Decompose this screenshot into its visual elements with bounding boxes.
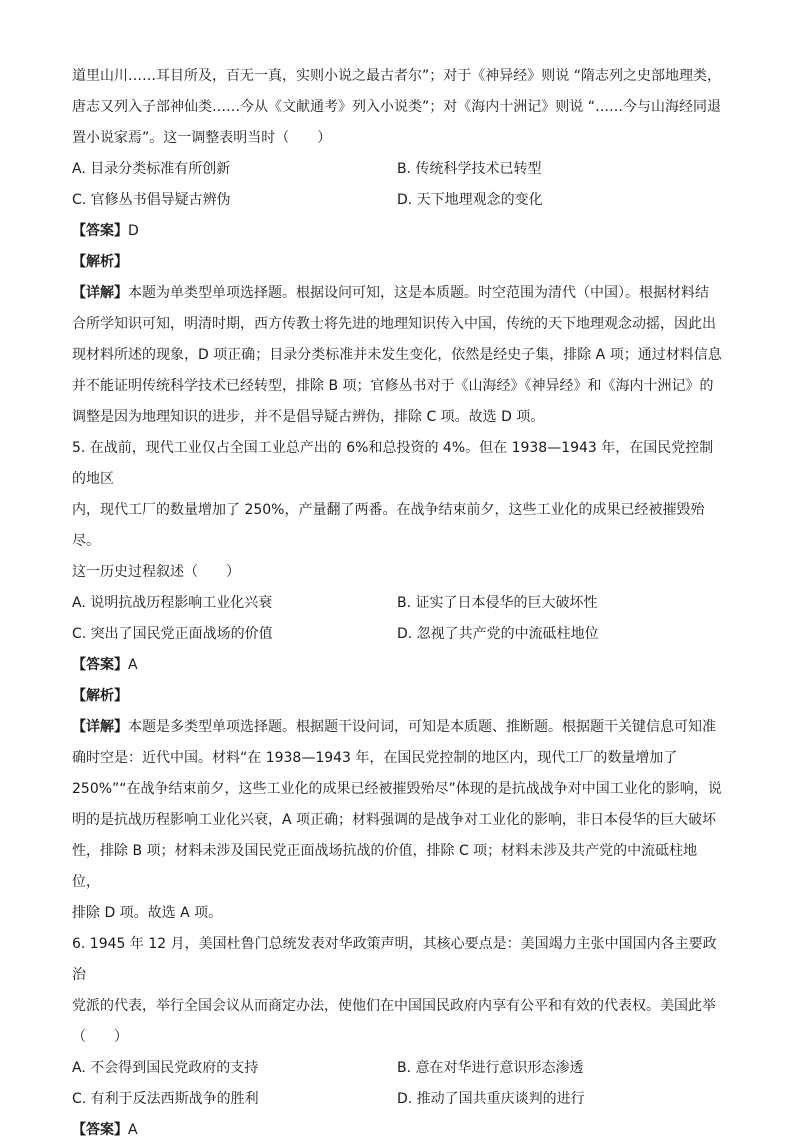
q5-options-row — [72, 619, 722, 650]
question-6 — [72, 929, 722, 1146]
analysis-label: 【解析】 — [72, 254, 128, 270]
answer-value: A — [128, 657, 138, 673]
answer-label: 【答案】 — [72, 223, 128, 239]
q6-option-a: A. 不会得到国民党政府的支持 — [72, 1060, 259, 1076]
q6-stem-line: 党派的代表，举行全国会议从而商定办法，使他们在中国国民政府内享有公平和有效的代表权。美国此举 — [72, 998, 716, 1014]
q6-stem-line: （ ） — [72, 1029, 128, 1045]
q5-stem-line: 这一历史过程叙述（ ） — [72, 564, 240, 580]
q4-stem-line: 道里山川……耳目所及，百无一真，实则小说之最古者尔”；对于《神异经》则说 “隋志列之史部地理类， — [72, 68, 721, 84]
q4-detail-line: 现材料所述的现象，D 项正确；目录分类标准并未发生变化，依然是经史子集，排除 A 项；通过材料信息 — [72, 347, 722, 363]
q4-option-a: A. 目录分类标准有所创新 — [72, 161, 231, 177]
analysis-label: 【解析】 — [72, 688, 128, 704]
q5-option-a: A. 说明抗战历程影响工业化兴衰 — [72, 595, 273, 611]
q5-stem-line: 5. 在战前，现代工业仅占全国工业总产出的 6%和总投资的 4%。但在 1938—1943 年，在国民党控制的地区 — [72, 440, 714, 487]
q6-answer — [72, 1115, 722, 1146]
q6-option-c: C. 有利于反法西斯战争的胜利 — [72, 1091, 259, 1107]
q4-answer — [72, 216, 722, 247]
answer-value: D — [128, 223, 139, 239]
detail-label: 【详解】 — [72, 719, 128, 735]
q4-option-d: D. 天下地理观念的变化 — [397, 192, 543, 208]
q5-detail-line: 性，排除 B 项；材料未涉及国民党正面战场抗战的价值，排除 C 项；材料未涉及共产党的中流砥柱地位， — [72, 843, 698, 890]
detail-label: 【详解】 — [72, 285, 128, 301]
answer-label: 【答案】 — [72, 657, 128, 673]
q5-option-c: C. 突出了国民党正面战场的价值 — [72, 626, 273, 642]
q5-detail-line: 确时空是：近代中国。材料“在 1938—1943 年，在国民党控制的地区内，现代工厂的数量增加了 — [72, 750, 678, 766]
answer-label: 【答案】 — [72, 1122, 128, 1138]
question-4 — [72, 61, 722, 433]
q4-detail-line: 合所学知识可知，明清时期，西方传教士将先进的地理知识传入中国，传统的天下地理观念动摇，因此出 — [72, 316, 716, 332]
q4-detail-line: 调整是因为地理知识的进步，并不是倡导疑古辨伪，排除 C 项。故选 D 项。 — [72, 409, 545, 425]
q5-answer — [72, 650, 722, 681]
q4-detail — [72, 278, 722, 309]
question-5 — [72, 433, 722, 929]
q6-option-d: D. 推动了国共重庆谈判的进行 — [397, 1091, 585, 1107]
q5-option-b: B. 证实了日本侵华的巨大破坏性 — [397, 595, 598, 611]
answer-value: A — [128, 1122, 138, 1138]
q6-options-row — [72, 1084, 722, 1115]
q5-detail-line: 本题是多类型单项选择题。根据题干设问词，可知是本质题、推断题。根据题干关键信息可知准 — [128, 719, 716, 735]
q5-detail — [72, 712, 722, 743]
q4-options-row — [72, 154, 722, 185]
q4-detail-line: 并不能证明传统科学技术已经转型，排除 B 项；官修丛书对于《山海经》《神异经》和《海内十洲记》的 — [72, 378, 714, 394]
q4-stem-line: 唐志又列入子部神仙类……今从《文献通考》列入小说类”；对《海内十洲记》则说 “……今与山海经同退 — [72, 99, 721, 115]
q4-options-row — [72, 185, 722, 216]
q5-detail-line: 明的是抗战历程影响工业化兴衰，A 项正确；材料强调的是战争对工业化的影响，非日本侵华的巨大破坏 — [72, 812, 717, 828]
q4-analysis-heading — [72, 247, 722, 278]
q4-detail-line: 本题为单类型单项选择题。根据设问可知，这是本质题。时空范围为清代（中国）。根据材料结 — [128, 285, 709, 301]
q5-option-d: D. 忽视了共产党的中流砥柱地位 — [397, 626, 599, 642]
q5-options-row — [72, 588, 722, 619]
q4-stem-line: 置小说家焉”。这一调整表明当时（ ） — [72, 130, 332, 146]
q4-option-b: B. 传统科学技术已转型 — [397, 161, 542, 177]
q4-option-c: C. 官修丛书倡导疑古辨伪 — [72, 192, 231, 208]
q6-options-row — [72, 1053, 722, 1084]
q5-detail-line: 排除 D 项。故选 A 项。 — [72, 905, 223, 921]
q6-stem-line: 6. 1945 年 12 月，美国杜鲁门总统发表对华政策声明，其核心要点是：美国竭力主张中国国内各主要政治 — [72, 936, 717, 983]
page-content — [72, 61, 722, 1146]
q5-analysis-heading — [72, 681, 722, 712]
q6-option-b: B. 意在对华进行意识形态渗透 — [397, 1060, 584, 1076]
q5-detail-line: 250%”“在战争结束前夕，这些工业化的成果已经被摧毁殆尽”体现的是抗战战争对中国工业化的影响，说 — [72, 781, 722, 797]
q5-stem-line: 内，现代工厂的数量增加了 250%，产量翻了两番。在战争结束前夕，这些工业化的成果已经被摧毁殆尽。 — [72, 502, 705, 549]
